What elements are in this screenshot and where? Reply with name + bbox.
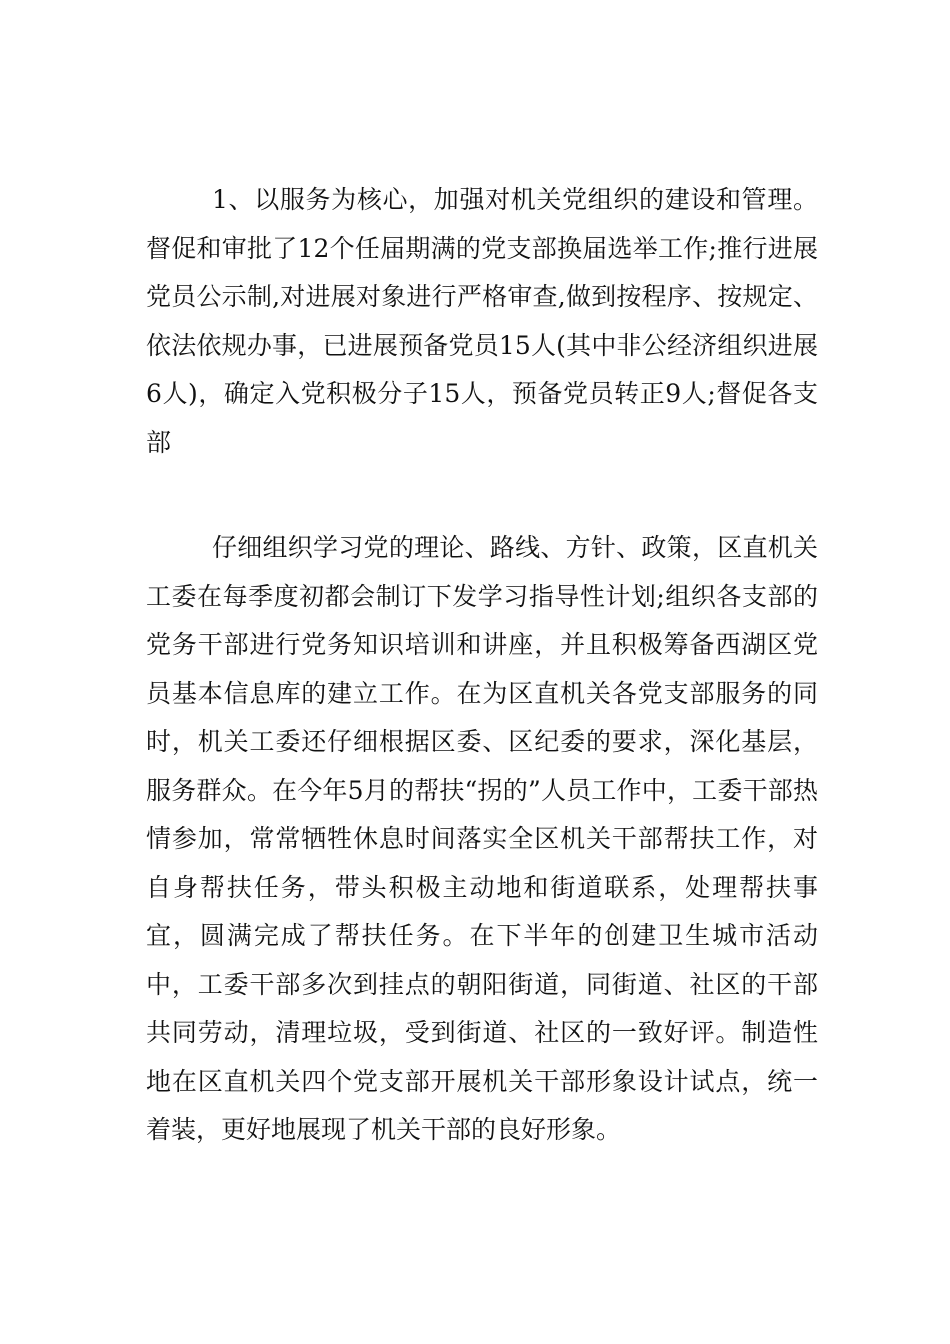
paragraph-party-organization: 1、以服务为核心，加强对机关党组织的建设和管理。督促和审批了12个任届期满的党支部换届选举工作;推行进展党员公示制,对进展对象进行严格审查,做到按程序、按规定、依法依规办事，已进展预备党员15人(其中非公经济组织进展6人)，确定入党积极分子15人，预备党员转正9人;督促各支部 [146, 185, 818, 457]
paragraph-study-and-service: 仔细组织学习党的理论、路线、方针、政策，区直机关工委在每季度初都会制订下发学习指导性计划;组织各支部的党务干部进行党务知识培训和讲座，并且积极筹备西湖区党员基本信息库的建立工作。在为区直机关各党支部服务的同时，机关工委还仔细根据区委、区纪委的要求，深化基层，服务群众。在今年5月的帮扶“拐的”人员工作中，工委干部热情参加，常常牺牲休息时间落实全区机关干部帮扶工作，对自身帮扶任务，带头积极主动地和街道联系，处理帮扶事宜，圆满完成了帮扶任务。在下半年的创建卫生城市活动中，工委干部多次到挂点的朝阳街道，同街道、社区的干部共同劳动，清理垃圾，受到街道、社区的一致好评。制造性地在区直机关四个党支部开展机关干部形象设计试点，统一着装，更好地展现了机关干部的良好形象。 [146, 533, 818, 1144]
